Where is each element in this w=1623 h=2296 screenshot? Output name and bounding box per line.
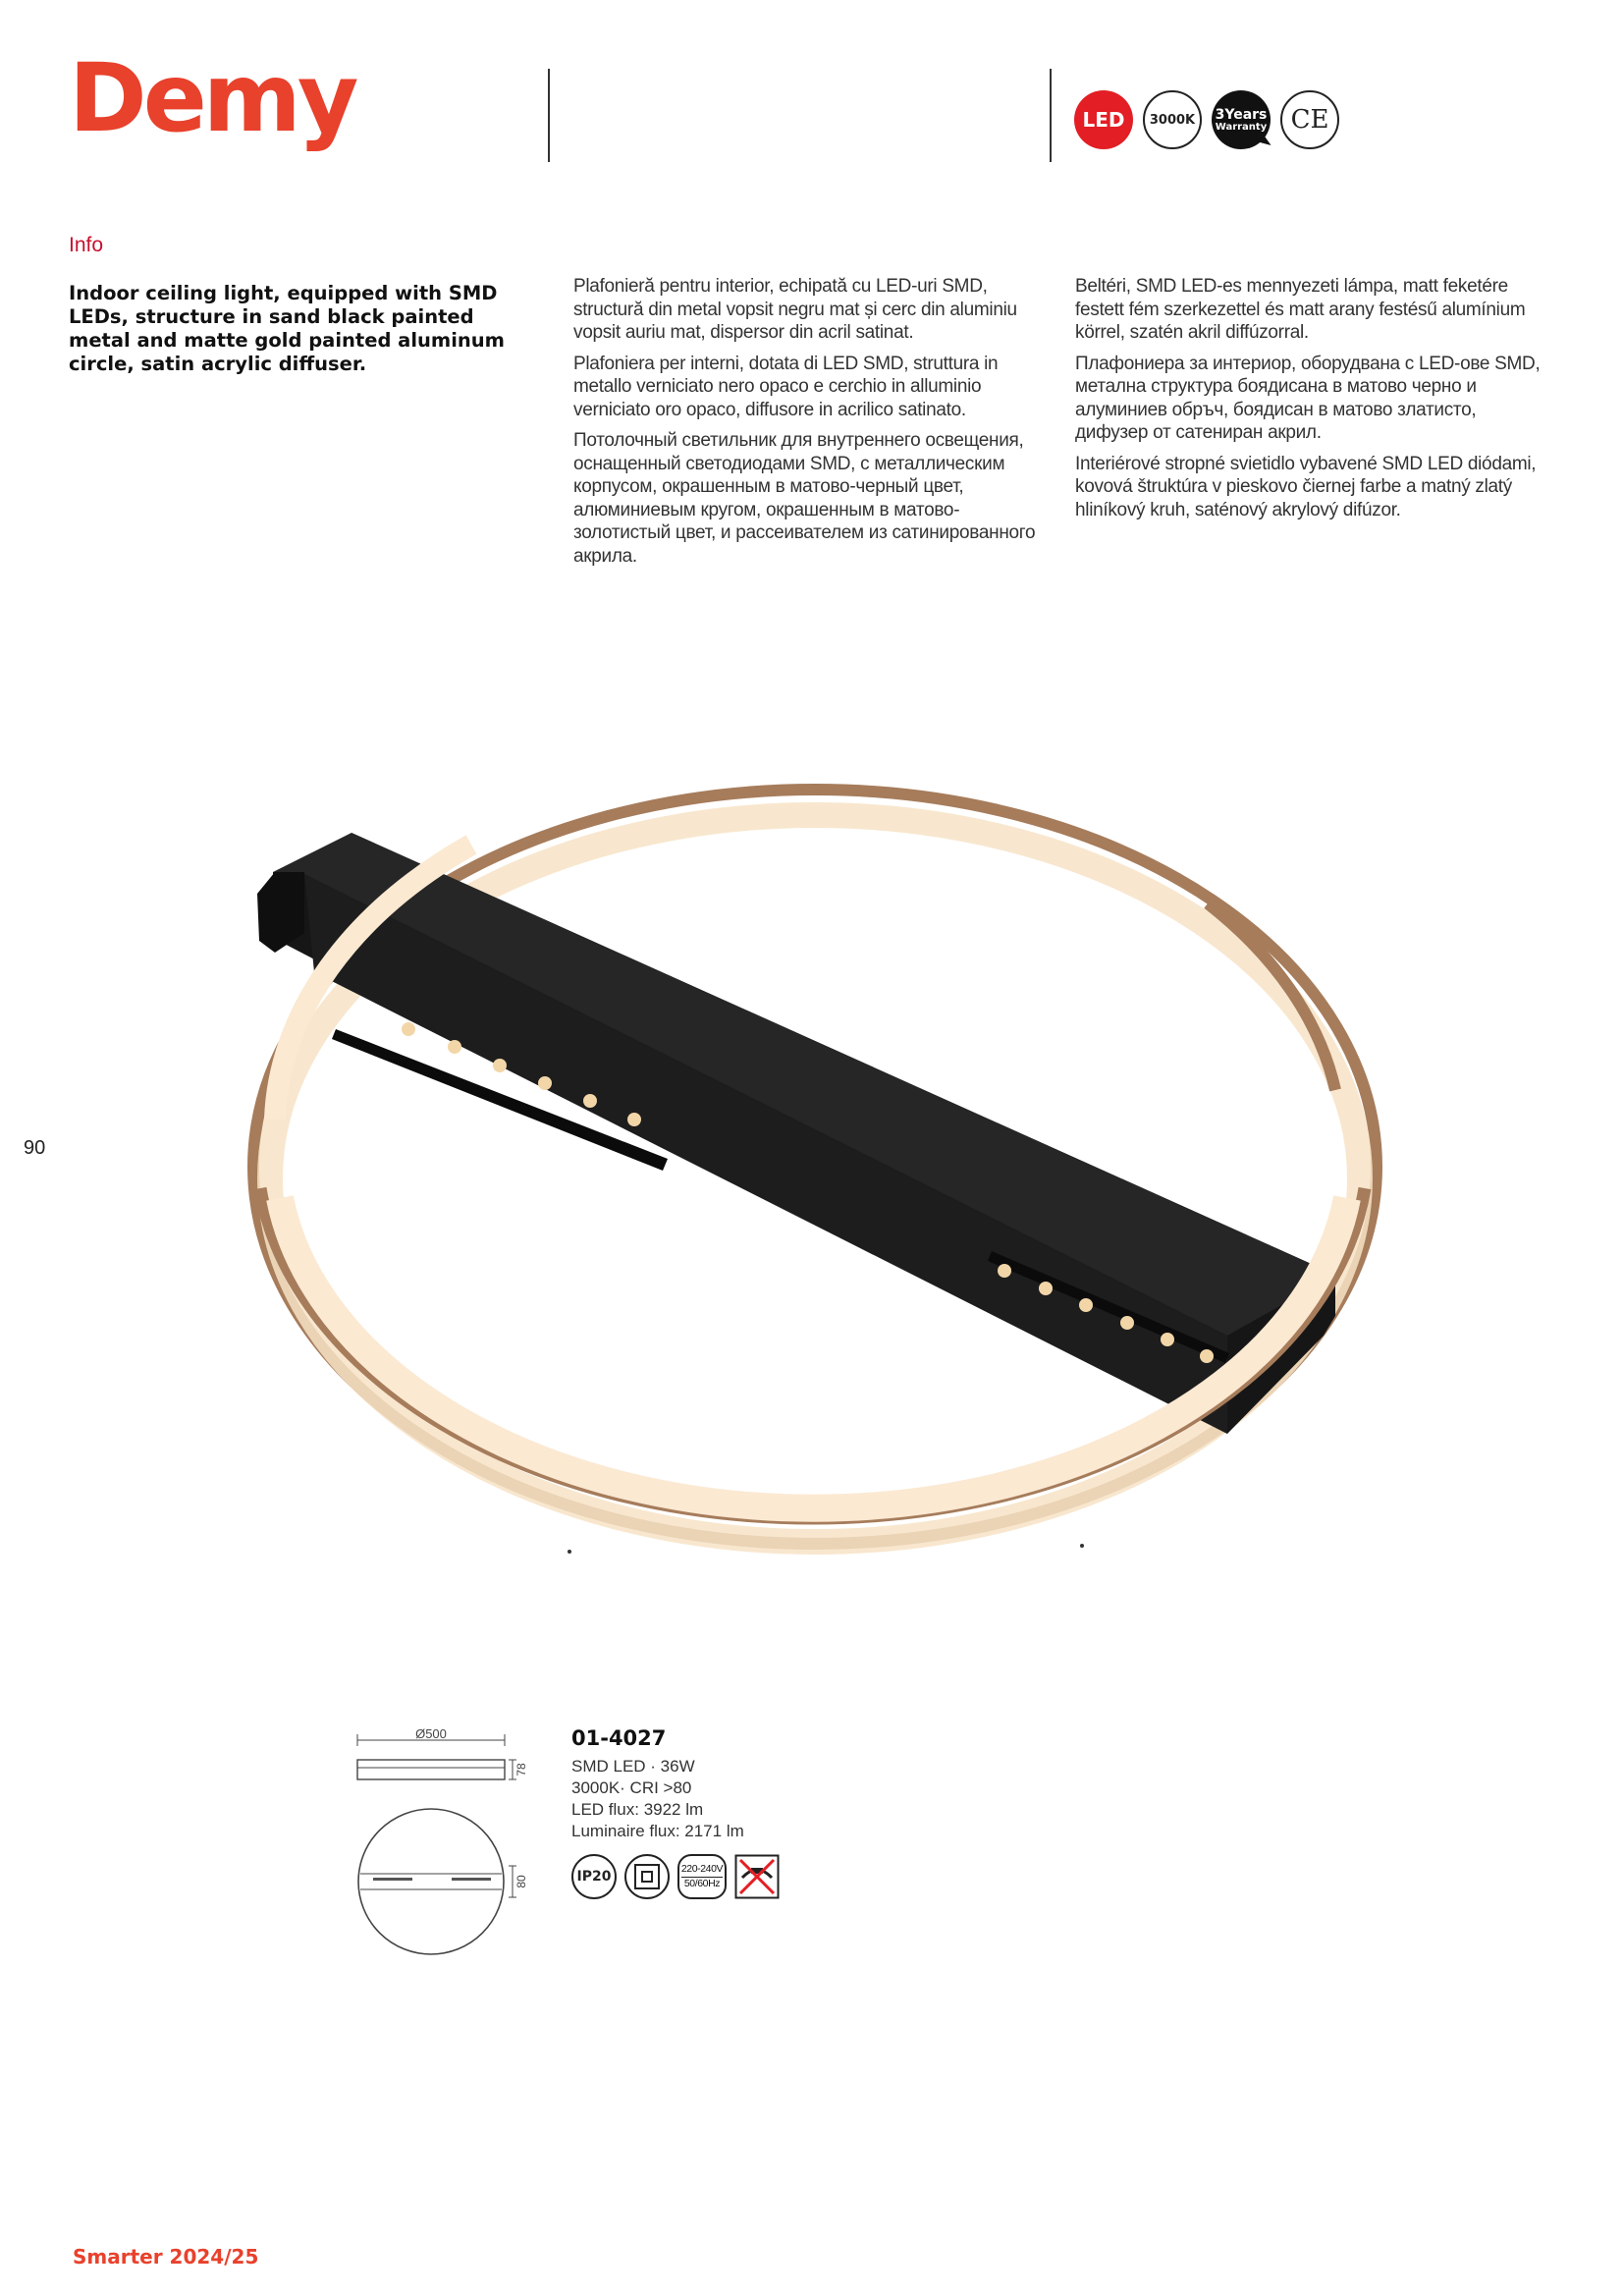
product-spec [571, 1726, 780, 1899]
description-en: Indoor ceiling light, equipped with SMD LEDs, structure in sand black painted metal and matte gold painted aluminum circle, satin acrylic diffuser. [69, 282, 505, 375]
ce-mark-badge: CE [1280, 90, 1339, 149]
spec-led-flux: LED flux: 3922 lm [571, 1800, 704, 1819]
page-number: 90 [24, 1137, 46, 1159]
description-bg: Плафониера за интериор, оборудвана с LED-ове SMD, метална структура боядисана в матово черно и алуминиев обръч, боядисан в матово златисто, дифузер от сатениран акрил. [1075, 353, 1541, 443]
description-sk: Interiérové stropné svietidlo vybavené SMD LED diódami, kovová štruktúra v pieskovo čiernej farbe a matný zlatý hliníkový kruh, saténový akrylový difúzor. [1075, 453, 1537, 520]
spec-color-cri: 3000K· CRI >80 [571, 1778, 692, 1797]
warranty-label: Warranty [1215, 121, 1268, 133]
warranty-years: 3Years [1215, 106, 1268, 123]
warranty-badge [1212, 90, 1271, 149]
spec-icons [571, 1854, 780, 1899]
description-column-2 [573, 275, 1045, 575]
spec-power: SMD LED · 36W [571, 1757, 695, 1776]
do-not-cover-icon [734, 1854, 780, 1899]
product-image [226, 727, 1404, 1669]
info-heading: Info [69, 234, 104, 256]
catalog-footer: Smarter 2024/25 [73, 2245, 259, 2269]
ip-rating-icon: IP20 [571, 1854, 617, 1899]
height-top-label: 78 [514, 1763, 528, 1777]
height-bottom-label: 80 [514, 1875, 528, 1888]
description-column-3 [1075, 275, 1546, 529]
description-it: Plafoniera per interni, dotata di LED SMD, struttura in metallo verniciato nero opaco e cerchio in alluminio verniciato oro opaco, diffusore in acrilico satinato. [573, 353, 999, 420]
black-bar [257, 833, 1335, 1434]
spec-luminaire-flux: Luminaire flux: 2171 lm [571, 1822, 744, 1840]
class-ii-icon [624, 1854, 670, 1899]
diameter-label: Ø500 [415, 1726, 447, 1741]
led-badge: LED [1074, 90, 1133, 149]
frequency-label: 50/60Hz [683, 1878, 721, 1889]
header-divider-right [1050, 69, 1052, 162]
header-divider-left [548, 69, 550, 162]
description-ru: Потолочный светильник для внутреннего освещения, оснащенный светодиодами SMD, с металлическим корпусом, окрашенным в матово-черный цвет, алюминиевым кругом, окрашенным в матово-золотистый цвет, и рассеивателем из сатинированного акрила. [573, 430, 1036, 567]
dimension-drawing [344, 1721, 540, 1966]
certification-badges [1074, 90, 1339, 149]
voltage-label: 220-240V [681, 1863, 723, 1878]
product-code: 01-4027 [571, 1726, 667, 1750]
color-temperature-badge: 3000K [1143, 90, 1202, 149]
page-title: Demy [69, 43, 355, 153]
voltage-icon [677, 1854, 727, 1899]
description-hu: Beltéri, SMD LED-es mennyezeti lámpa, matt feketére festett fém szerkezettel és matt arany festésű alumínium körrel, szatén akril diffúzorral. [1075, 276, 1526, 343]
description-ro: Plafonieră pentru interior, echipată cu LED-uri SMD, structură din metal vopsit negru mat și cerc din aluminiu vopsit auriu mat, dispersor din acril satinat. [573, 276, 1017, 343]
